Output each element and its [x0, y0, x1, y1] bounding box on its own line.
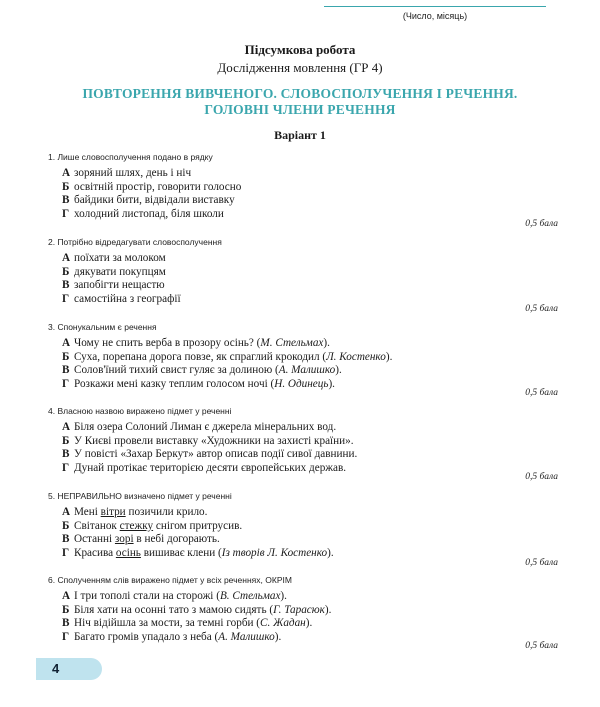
answer-option[interactable]: Г самостійна з географії	[62, 292, 181, 305]
question-3	[48, 322, 558, 391]
answer-option[interactable]: Г холодний листопад, біля школи	[62, 207, 224, 220]
question-2	[48, 237, 558, 306]
answer-option[interactable]: А поїхати за молоком	[62, 252, 166, 264]
variant-label: Варіант 1	[274, 128, 326, 142]
date-underline	[324, 6, 546, 7]
score-label: 0,5 бала	[525, 472, 558, 482]
answer-option[interactable]: В У повісті «Захар Беркут» автор описав події сивої давнини.	[62, 448, 358, 461]
answer-option[interactable]: Г Красива осінь вишиває клени (Із творів Л. Костенко).	[62, 546, 334, 559]
answer-option[interactable]: А Біля озера Солоний Лиман є джерела мінеральних вод.	[62, 421, 337, 433]
answer-option[interactable]: Б Світанок стежку снігом притрусив.	[62, 519, 243, 532]
question-5	[48, 491, 558, 560]
answer-option[interactable]: А зоряний шлях, день і ніч	[62, 167, 192, 179]
topic-line-1: ПОВТОРЕННЯ ВИВЧЕНОГО. СЛОВОСПОЛУЧЕННЯ І РЕЧЕННЯ.	[82, 86, 518, 101]
question-1	[48, 152, 558, 221]
question-title: 2. Потрібно відредагувати словосполучення	[48, 237, 222, 247]
answer-option[interactable]: Б Біля хати на осонні тато з мамою сидять (Г. Тарасюк).	[62, 603, 332, 616]
score-label: 0,5 бала	[525, 641, 558, 651]
topic-line-2: ГОЛОВНІ ЧЛЕНИ РЕЧЕННЯ	[204, 102, 396, 117]
score-label: 0,5 бала	[525, 219, 558, 229]
date-caption: (Число, місяць)	[402, 11, 468, 21]
answer-option[interactable]: В байдики бити, відвідали виставку	[62, 194, 235, 207]
answer-option[interactable]: В Останні зорі в небі догорають.	[62, 533, 220, 546]
topic-heading	[0, 86, 600, 118]
question-title: 6. Сполученням слів виражено підмет у всіх реченнях, ОКРІМ	[48, 575, 292, 585]
answer-option[interactable]: В запобігти нещастю	[62, 279, 165, 292]
answer-option[interactable]: Г Багато громів упадало з неба (А. Малишко).	[62, 630, 282, 643]
answer-option[interactable]: Б Суха, порепана дорога повзе, як спраглий крокодил (Л. Костенко).	[62, 350, 393, 363]
answer-option[interactable]: Г Дунай протікає територією десяти європейських держав.	[62, 461, 347, 474]
answer-option[interactable]: Б освітній простір, говорити голосно	[62, 180, 242, 193]
work-subtitle: Дослідження мовлення (ГР 4)	[217, 60, 383, 75]
question-title: 3. Спонукальним є речення	[48, 322, 157, 332]
page-number-tab	[36, 658, 102, 680]
answer-option[interactable]: В Ніч відійшла за мости, за темні горби (С. Жадан).	[62, 617, 313, 630]
question-title: 4. Власною назвою виражено підмет у реченні	[48, 406, 232, 416]
question-title: 1. Лише словосполучення подано в рядку	[48, 152, 213, 162]
score-label: 0,5 бала	[525, 304, 558, 314]
question-title: 5. НЕПРАВИЛЬНО визначено підмет у реченні	[48, 491, 232, 501]
answer-option[interactable]: Б дякувати покупцям	[62, 265, 166, 278]
answer-option[interactable]: А І три тополі стали на сторожі (В. Стельмах).	[62, 590, 287, 602]
page-number: 4	[52, 661, 60, 676]
question-6	[48, 575, 558, 644]
question-4	[48, 406, 558, 475]
score-label: 0,5 бала	[525, 388, 558, 398]
score-label: 0,5 бала	[525, 558, 558, 568]
answer-option[interactable]: А Мені вітри позичили крило.	[62, 506, 208, 518]
answer-option[interactable]: Б У Києві провели виставку «Художники на захисті країни».	[62, 434, 354, 447]
answer-option[interactable]: Г Розкажи мені казку теплим голосом ночі (Н. Одинець).	[62, 377, 335, 390]
work-title: Підсумкова робота	[244, 42, 356, 57]
answer-option[interactable]: В Солов'їний тихий свист гуляє за долиною (А. Малишко).	[62, 364, 342, 377]
answer-option[interactable]: А Чому не спить верба в прозору осінь? (М. Стельмах).	[62, 337, 330, 349]
